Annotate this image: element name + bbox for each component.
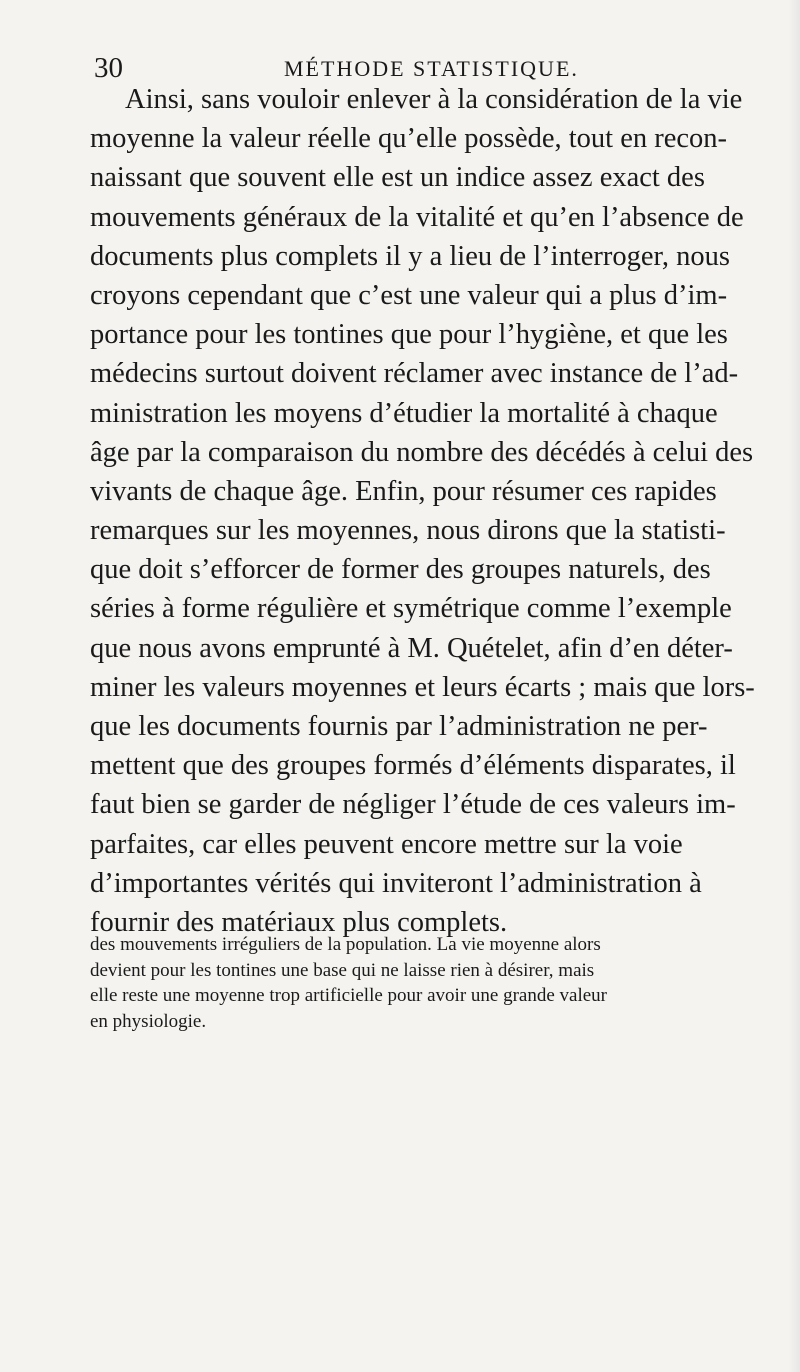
running-head: MÉTHODE STATISTIQUE. bbox=[284, 56, 579, 81]
text-line: documents plus complets il y a lieu de l’interroger, nous bbox=[90, 240, 730, 272]
footnote-line: en physiologie. bbox=[90, 1010, 207, 1032]
text-line: parfaites, car elles peuvent encore mettre sur la voie bbox=[90, 828, 683, 860]
text-line: que nous avons emprunté à M. Quételet, afin d’en déter- bbox=[90, 632, 733, 664]
page-number: 30 bbox=[94, 52, 123, 84]
page-edge bbox=[788, 0, 800, 1372]
text-line: mouvements généraux de la vitalité et qu’en l’absence de bbox=[90, 201, 744, 233]
text-line: remarques sur les moyennes, nous dirons que la statisti- bbox=[90, 515, 726, 547]
text-line: ministration les moyens d’étudier la mortalité à chaque bbox=[90, 397, 718, 429]
text-line: fournir des matériaux plus complets. bbox=[90, 906, 508, 938]
text-line: âge par la comparaison du nombre des décédés à celui des bbox=[90, 436, 754, 468]
text-line: que doit s’efforcer de former des groupes naturels, des bbox=[90, 554, 711, 586]
text-line: médecins surtout doivent réclamer avec instance de l’ad- bbox=[90, 358, 739, 390]
text-line: Ainsi, sans vouloir enlever à la considération de la vie bbox=[125, 84, 743, 115]
text-line: vivants de chaque âge. Enfin, pour résumer ces rapides bbox=[90, 475, 717, 507]
footnote-line: devient pour les tontines une base qui ne laisse rien à désirer, mais bbox=[90, 959, 595, 981]
text-line: faut bien se garder de négliger l’étude de ces valeurs im- bbox=[90, 789, 736, 821]
footnote bbox=[90, 932, 790, 1034]
text-line: séries à forme régulière et symétrique comme l’exemple bbox=[90, 593, 732, 625]
footnote-line: elle reste une moyenne trop artificielle pour avoir une grande valeur bbox=[90, 985, 607, 1006]
footnote-line: des mouvements irréguliers de la population. La vie moyenne alors bbox=[90, 934, 601, 955]
text-line: d’importantes vérités qui inviteront l’administration à bbox=[90, 867, 702, 899]
text-line: portance pour les tontines que pour l’hygiène, et que les bbox=[90, 319, 728, 351]
text-line: moyenne la valeur réelle qu’elle possède, tout en recon- bbox=[90, 123, 728, 155]
text-line: naissant que souvent elle est un indice assez exact des bbox=[90, 162, 705, 194]
main-paragraph bbox=[90, 80, 790, 942]
text-line: mettent que des groupes formés d’éléments disparates, il bbox=[90, 750, 736, 782]
text-line: miner les valeurs moyennes et leurs écarts ; mais que lors- bbox=[90, 671, 755, 703]
text-line: croyons cependant que c’est une valeur qui a plus d’im- bbox=[90, 279, 728, 311]
text-line: que les documents fournis par l’administration ne per- bbox=[90, 711, 708, 742]
